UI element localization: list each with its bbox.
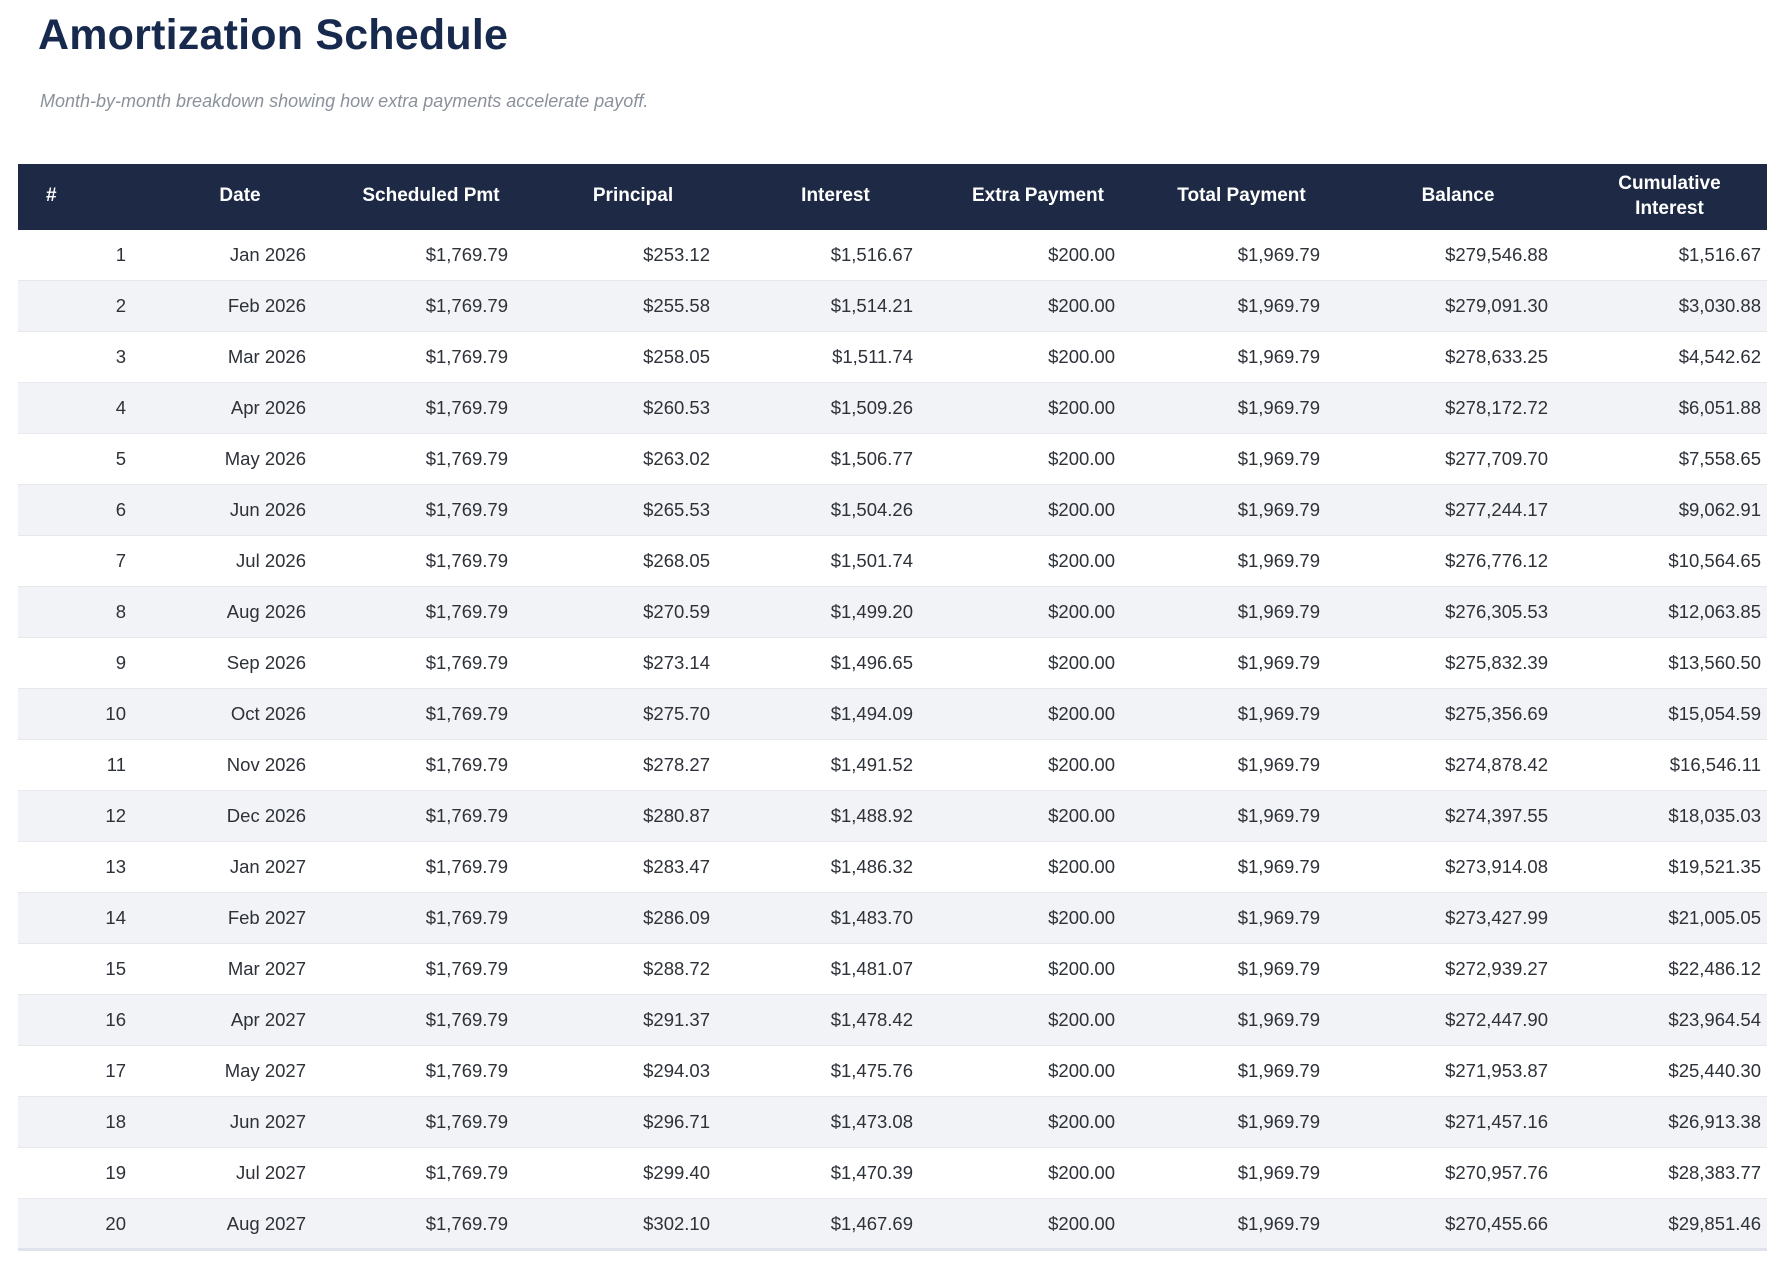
- cell-balance: $276,776.12: [1445, 550, 1548, 572]
- cell-date: May 2026: [224, 448, 306, 470]
- cell-date: Oct 2026: [230, 703, 306, 725]
- cell-date: May 2027: [224, 1060, 306, 1082]
- cell-total-payment: $1,969.79: [1237, 805, 1320, 827]
- cell-date: Aug 2027: [226, 1212, 306, 1234]
- cell-total-payment: $1,969.79: [1237, 958, 1320, 980]
- table-row: [18, 332, 1767, 383]
- table-body: [18, 230, 1767, 1250]
- cell-balance: $275,356.69: [1445, 703, 1548, 725]
- cell-balance: $270,455.66: [1445, 1212, 1548, 1234]
- cell-total-payment: $1,969.79: [1237, 1162, 1320, 1184]
- cell-extra-payment: $200.00: [1048, 907, 1115, 929]
- cell-principal: $263.02: [643, 448, 710, 470]
- table-row: [18, 1097, 1767, 1148]
- table-row: [18, 536, 1767, 587]
- cell-cumulative-interest: $9,062.91: [1678, 499, 1761, 521]
- cell-date: Aug 2026: [226, 601, 306, 623]
- cell-extra-payment: $200.00: [1048, 856, 1115, 878]
- cell-extra-payment: $200.00: [1048, 397, 1115, 419]
- cell-cumulative-interest: $23,964.54: [1668, 1009, 1761, 1031]
- cell-date: Mar 2027: [227, 958, 306, 980]
- column-header-total-payment: Total Payment: [1139, 164, 1344, 230]
- table-row: [18, 689, 1767, 740]
- cell-num: 8: [115, 601, 126, 623]
- cell-cumulative-interest: $25,440.30: [1668, 1060, 1761, 1082]
- cell-balance: $273,914.08: [1445, 856, 1548, 878]
- cell-balance: $273,427.99: [1445, 907, 1548, 929]
- table-row: [18, 485, 1767, 536]
- cell-num: 11: [106, 754, 126, 776]
- page: [0, 10, 1779, 1288]
- cell-total-payment: $1,969.79: [1237, 907, 1320, 929]
- page-title: Amortization Schedule: [38, 11, 509, 59]
- table-row: [18, 383, 1767, 434]
- cell-interest: $1,516.67: [830, 243, 913, 265]
- cell-extra-payment: $200.00: [1048, 652, 1115, 674]
- table-row: [18, 791, 1767, 842]
- cell-interest: $1,491.52: [830, 754, 913, 776]
- cell-balance: $271,953.87: [1445, 1060, 1548, 1082]
- cell-date: Feb 2027: [227, 907, 306, 929]
- cell-balance: $278,172.72: [1445, 397, 1548, 419]
- cell-extra-payment: $200.00: [1048, 1009, 1115, 1031]
- table-row: [18, 230, 1767, 281]
- cell-principal: $296.71: [643, 1111, 710, 1133]
- cell-principal: $302.10: [643, 1212, 710, 1234]
- cell-balance: $272,447.90: [1445, 1009, 1548, 1031]
- cell-principal: $299.40: [643, 1162, 710, 1184]
- cell-interest: $1,504.26: [830, 499, 913, 521]
- table-row: [18, 893, 1767, 944]
- cell-cumulative-interest: $7,558.65: [1678, 448, 1761, 470]
- cell-principal: $280.87: [643, 805, 710, 827]
- page-subtitle: Month-by-month breakdown showing how extra payments accelerate payoff.: [40, 90, 649, 111]
- table-row: [18, 944, 1767, 995]
- cell-principal: $286.09: [643, 907, 710, 929]
- cell-balance: $277,709.70: [1445, 448, 1548, 470]
- cell-date: Nov 2026: [226, 754, 306, 776]
- cell-principal: $270.59: [643, 601, 710, 623]
- cell-total-payment: $1,969.79: [1237, 448, 1320, 470]
- cell-scheduled-pmt: $1,769.79: [425, 601, 508, 623]
- cell-balance: $274,878.42: [1445, 754, 1548, 776]
- cell-scheduled-pmt: $1,769.79: [425, 703, 508, 725]
- cell-scheduled-pmt: $1,769.79: [425, 550, 508, 572]
- cell-extra-payment: $200.00: [1048, 448, 1115, 470]
- cell-num: 14: [105, 907, 126, 929]
- cell-scheduled-pmt: $1,769.79: [425, 1060, 508, 1082]
- cell-interest: $1,494.09: [830, 703, 913, 725]
- cell-principal: $268.05: [643, 550, 710, 572]
- cell-principal: $260.53: [643, 397, 710, 419]
- cell-num: 3: [115, 346, 126, 368]
- cell-cumulative-interest: $18,035.03: [1668, 805, 1761, 827]
- cell-total-payment: $1,969.79: [1237, 1111, 1320, 1133]
- cell-extra-payment: $200.00: [1048, 805, 1115, 827]
- cell-scheduled-pmt: $1,769.79: [425, 856, 508, 878]
- cell-interest: $1,496.65: [830, 652, 913, 674]
- cell-num: 12: [105, 805, 126, 827]
- cell-scheduled-pmt: $1,769.79: [425, 448, 508, 470]
- cell-interest: $1,511.74: [832, 346, 913, 368]
- cell-extra-payment: $200.00: [1048, 1162, 1115, 1184]
- cell-principal: $288.72: [643, 958, 710, 980]
- cell-interest: $1,481.07: [830, 958, 913, 980]
- cell-cumulative-interest: $12,063.85: [1668, 601, 1761, 623]
- cell-extra-payment: $200.00: [1048, 958, 1115, 980]
- cell-num: 15: [105, 958, 126, 980]
- column-header-cumulative-interest: Cumulative Interest: [1572, 164, 1767, 230]
- cell-extra-payment: $200.00: [1048, 1060, 1115, 1082]
- cell-interest: $1,467.69: [830, 1212, 913, 1234]
- cell-cumulative-interest: $4,542.62: [1678, 346, 1761, 368]
- cell-scheduled-pmt: $1,769.79: [425, 958, 508, 980]
- cell-scheduled-pmt: $1,769.79: [425, 1111, 508, 1133]
- amortization-table: [18, 164, 1767, 1252]
- cell-extra-payment: $200.00: [1048, 243, 1115, 265]
- cell-num: 7: [115, 550, 126, 572]
- cell-balance: $274,397.55: [1445, 805, 1548, 827]
- cell-scheduled-pmt: $1,769.79: [425, 346, 508, 368]
- cell-scheduled-pmt: $1,769.79: [425, 652, 508, 674]
- cell-num: 10: [105, 703, 126, 725]
- cell-balance: $276,305.53: [1445, 601, 1548, 623]
- cell-num: 17: [105, 1060, 126, 1082]
- cell-scheduled-pmt: $1,769.79: [425, 243, 508, 265]
- cell-cumulative-interest: $26,913.38: [1668, 1111, 1761, 1133]
- cell-total-payment: $1,969.79: [1237, 243, 1320, 265]
- cell-cumulative-interest: $1,516.67: [1678, 243, 1761, 265]
- cell-date: Jun 2026: [229, 499, 306, 521]
- table-row: [18, 281, 1767, 332]
- cell-scheduled-pmt: $1,769.79: [425, 754, 508, 776]
- cell-interest: $1,509.26: [830, 397, 913, 419]
- cell-balance: $270,957.76: [1445, 1162, 1548, 1184]
- cell-total-payment: $1,969.79: [1237, 499, 1320, 521]
- cell-balance: $279,091.30: [1445, 295, 1548, 317]
- cell-cumulative-interest: $21,005.05: [1668, 907, 1761, 929]
- table-row: [18, 1148, 1767, 1199]
- cell-interest: $1,499.20: [830, 601, 913, 623]
- cell-principal: $255.58: [643, 295, 710, 317]
- column-header-balance: Balance: [1344, 164, 1572, 230]
- cell-cumulative-interest: $15,054.59: [1668, 703, 1761, 725]
- cell-scheduled-pmt: $1,769.79: [425, 499, 508, 521]
- cell-date: Jan 2026: [229, 243, 306, 265]
- cell-interest: $1,473.08: [830, 1111, 913, 1133]
- cell-total-payment: $1,969.79: [1237, 1060, 1320, 1082]
- cell-principal: $265.53: [643, 499, 710, 521]
- cell-scheduled-pmt: $1,769.79: [425, 1212, 508, 1234]
- table-row: [18, 995, 1767, 1046]
- cell-interest: $1,514.21: [830, 295, 913, 317]
- cell-scheduled-pmt: $1,769.79: [425, 805, 508, 827]
- cell-extra-payment: $200.00: [1048, 346, 1115, 368]
- cell-interest: $1,486.32: [830, 856, 913, 878]
- cell-scheduled-pmt: $1,769.79: [425, 1009, 508, 1031]
- cell-principal: $278.27: [643, 754, 710, 776]
- cell-interest: $1,506.77: [830, 448, 913, 470]
- cell-cumulative-interest: $10,564.65: [1668, 550, 1761, 572]
- cell-cumulative-interest: $28,383.77: [1668, 1162, 1761, 1184]
- cell-date: Jul 2026: [236, 550, 306, 572]
- table-row: [18, 842, 1767, 893]
- column-header-num: #: [18, 164, 150, 230]
- cell-extra-payment: $200.00: [1048, 601, 1115, 623]
- cell-balance: $271,457.16: [1445, 1111, 1548, 1133]
- cell-total-payment: $1,969.79: [1237, 397, 1320, 419]
- cell-num: 18: [105, 1111, 126, 1133]
- table-row: [18, 1046, 1767, 1097]
- cell-date: Apr 2026: [230, 397, 306, 419]
- cell-balance: $278,633.25: [1445, 346, 1548, 368]
- header-row: [18, 164, 1767, 230]
- cell-total-payment: $1,969.79: [1237, 1009, 1320, 1031]
- table-row: [18, 1199, 1767, 1250]
- cell-num: 1: [115, 243, 126, 265]
- cell-total-payment: $1,969.79: [1237, 295, 1320, 317]
- cell-date: Jul 2027: [236, 1162, 306, 1184]
- cell-date: Jun 2027: [229, 1111, 306, 1133]
- cell-date: Dec 2026: [226, 805, 306, 827]
- cell-extra-payment: $200.00: [1048, 754, 1115, 776]
- cell-scheduled-pmt: $1,769.79: [425, 1162, 508, 1184]
- cell-num: 4: [115, 397, 126, 419]
- column-header-date: Date: [150, 164, 330, 230]
- cell-scheduled-pmt: $1,769.79: [425, 397, 508, 419]
- cell-extra-payment: $200.00: [1048, 703, 1115, 725]
- cell-cumulative-interest: $29,851.46: [1668, 1212, 1761, 1234]
- table-row: [18, 638, 1767, 689]
- column-header-scheduled-pmt: Scheduled Pmt: [330, 164, 532, 230]
- table-row: [18, 587, 1767, 638]
- cell-extra-payment: $200.00: [1048, 499, 1115, 521]
- cell-total-payment: $1,969.79: [1237, 703, 1320, 725]
- table-header: [18, 164, 1767, 230]
- cell-num: 5: [115, 448, 126, 470]
- cell-scheduled-pmt: $1,769.79: [425, 295, 508, 317]
- cell-scheduled-pmt: $1,769.79: [425, 907, 508, 929]
- cell-interest: $1,475.76: [830, 1060, 913, 1082]
- cell-date: Mar 2026: [227, 346, 306, 368]
- cell-balance: $277,244.17: [1445, 499, 1548, 521]
- cell-extra-payment: $200.00: [1048, 295, 1115, 317]
- cell-total-payment: $1,969.79: [1237, 550, 1320, 572]
- cell-cumulative-interest: $22,486.12: [1668, 958, 1761, 980]
- cell-interest: $1,483.70: [830, 907, 913, 929]
- cell-date: Feb 2026: [227, 295, 306, 317]
- table-row: [18, 740, 1767, 791]
- cell-principal: $294.03: [643, 1060, 710, 1082]
- cell-num: 13: [105, 856, 126, 878]
- cell-total-payment: $1,969.79: [1237, 652, 1320, 674]
- cell-cumulative-interest: $13,560.50: [1668, 652, 1761, 674]
- cell-cumulative-interest: $19,521.35: [1668, 856, 1761, 878]
- cell-date: Apr 2027: [230, 1009, 306, 1031]
- cell-extra-payment: $200.00: [1048, 1212, 1115, 1234]
- cell-balance: $279,546.88: [1445, 243, 1548, 265]
- cell-total-payment: $1,969.79: [1237, 601, 1320, 623]
- cell-total-payment: $1,969.79: [1237, 754, 1320, 776]
- column-header-principal: Principal: [532, 164, 734, 230]
- column-header-interest: Interest: [734, 164, 937, 230]
- cell-date: Sep 2026: [226, 652, 306, 674]
- cell-num: 2: [115, 295, 126, 317]
- cell-principal: $275.70: [643, 703, 710, 725]
- cell-interest: $1,501.74: [830, 550, 913, 572]
- cell-principal: $283.47: [643, 856, 710, 878]
- cell-interest: $1,478.42: [830, 1009, 913, 1031]
- cell-principal: $253.12: [643, 243, 710, 265]
- cell-num: 9: [115, 652, 126, 674]
- cell-principal: $258.05: [643, 346, 710, 368]
- cell-num: 16: [105, 1009, 126, 1031]
- cell-interest: $1,488.92: [830, 805, 913, 827]
- cell-cumulative-interest: $6,051.88: [1678, 397, 1761, 419]
- cell-num: 6: [115, 499, 126, 521]
- cell-extra-payment: $200.00: [1048, 550, 1115, 572]
- cell-interest: $1,470.39: [830, 1162, 913, 1184]
- cell-num: 20: [105, 1212, 126, 1234]
- cell-balance: $272,939.27: [1445, 958, 1548, 980]
- column-header-extra-payment: Extra Payment: [937, 164, 1139, 230]
- cell-total-payment: $1,969.79: [1237, 1212, 1320, 1234]
- cell-cumulative-interest: $16,546.11: [1669, 754, 1761, 776]
- cell-extra-payment: $200.00: [1048, 1111, 1115, 1133]
- cell-balance: $275,832.39: [1445, 652, 1548, 674]
- cell-principal: $291.37: [643, 1009, 710, 1031]
- cell-principal: $273.14: [643, 652, 710, 674]
- cell-total-payment: $1,969.79: [1237, 856, 1320, 878]
- cell-date: Jan 2027: [229, 856, 306, 878]
- cell-total-payment: $1,969.79: [1237, 346, 1320, 368]
- cell-cumulative-interest: $3,030.88: [1678, 295, 1761, 317]
- table-row: [18, 434, 1767, 485]
- cell-num: 19: [105, 1162, 126, 1184]
